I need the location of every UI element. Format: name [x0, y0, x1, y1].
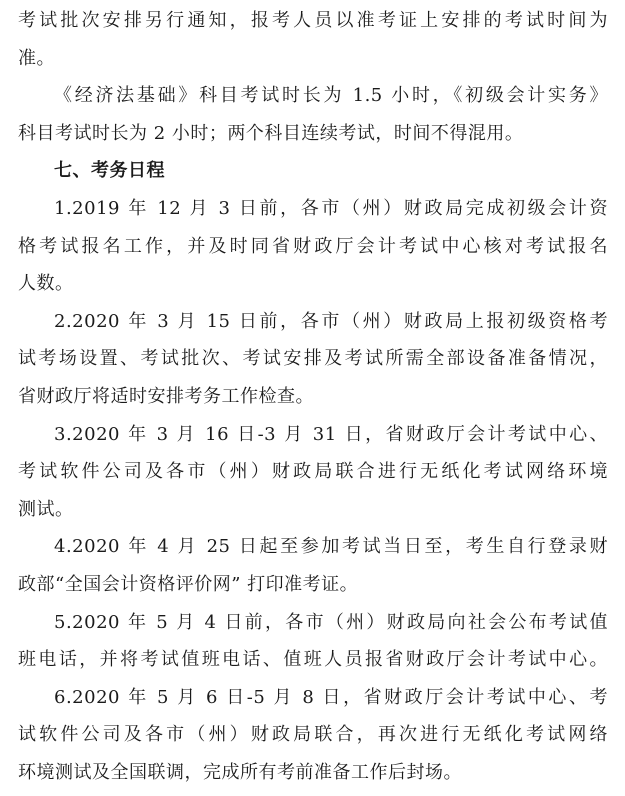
text-line: 省财政厅将适时安排考务工作检查。	[18, 386, 314, 407]
text-line: 6.2020 年 5 月 6 日-5 月 8 日，省财政厅会计考试中心、考	[54, 686, 608, 708]
text-line: 考试批次安排另行通知，报考人员以准考证上安排的考试时间为	[18, 10, 608, 31]
text-line: 环境测试及全国联调，完成所有考前准备工作后封场。	[18, 762, 462, 783]
text-line: 5.2020 年 5 月 4 日前，各市（州）财政局向社会公布考试值	[54, 611, 608, 633]
section-heading: 七、考务日程	[54, 160, 165, 182]
text-line: 试考场设置、考试批次、考试安排及考试所需全部设备准备情况，	[18, 348, 608, 370]
text-line: 4.2020 年 4 月 25 日起至参加考试当日至，考生自行登录财	[54, 536, 608, 558]
text-line: 2.2020 年 3 月 15 日前，各市（州）财政局上报初级资格考	[54, 310, 608, 332]
text-line: 科目考试时长为 2 小时；两个科目连续考试，时间不得混用。	[18, 122, 524, 144]
text-line: 考试软件公司及各市（州）财政局联合进行无纸化考试网络环境	[18, 461, 608, 483]
text-line: 试软件公司及各市（州）财政局联合，再次进行无纸化考试网络	[18, 724, 608, 746]
text-line: 班电话，并将考试值班电话、值班人员报省财政厅会计考试中心。	[18, 649, 608, 671]
text-line: 3.2020 年 3 月 16 日-3 月 31 日，省财政厅会计考试中心、	[54, 423, 608, 445]
text-line: 《经济法基础》科目考试时长为 1.5 小时，《初级会计实务》	[54, 85, 608, 107]
text-line: 格考试报名工作，并及时同省财政厅会计考试中心核对考试报名	[18, 235, 608, 257]
text-line: 人数。	[18, 273, 74, 295]
text-line: 准。	[18, 47, 55, 69]
text-line: 测试。	[18, 498, 74, 520]
text-line: 政部“全国会计资格评价网” 打印准考证。	[18, 574, 359, 595]
text-line: 1.2019 年 12 月 3 日前，各市（州）财政局完成初级会计资	[54, 198, 608, 219]
